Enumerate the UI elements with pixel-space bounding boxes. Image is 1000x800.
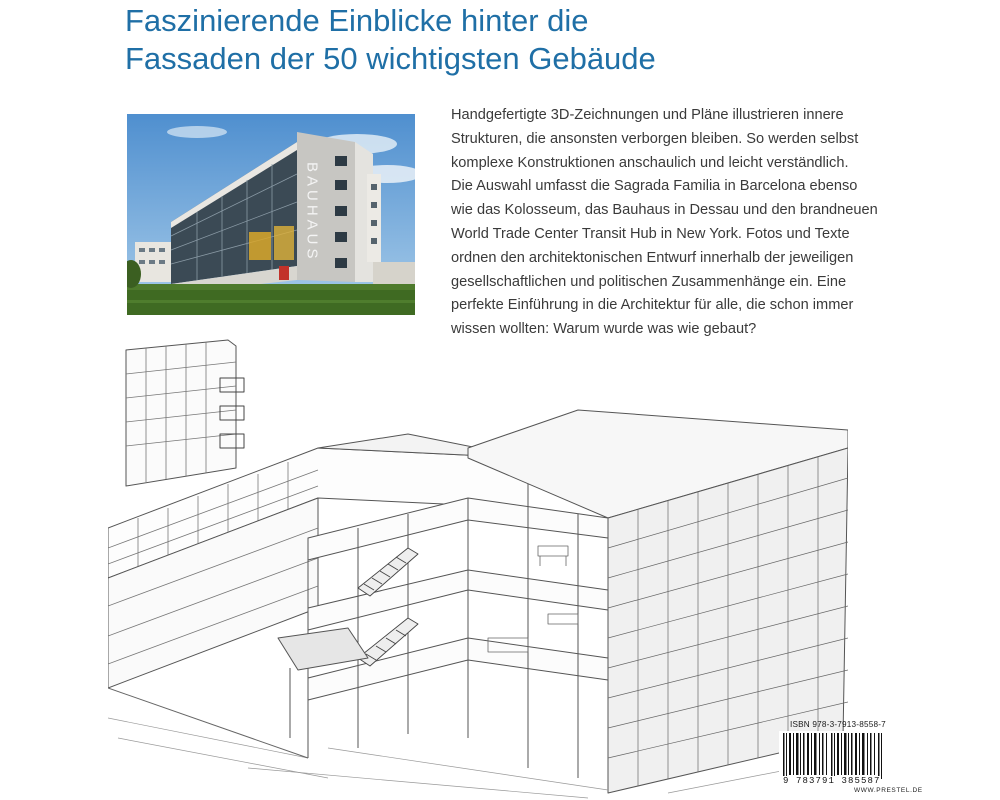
- bauhaus-photo: [127, 114, 415, 315]
- bauhaus-cutaway-drawing: [108, 338, 848, 800]
- description-line: Strukturen, die ansonsten verborgen bleiben. So werden selbst: [451, 130, 859, 147]
- description-line: wissen wollten: Warum wurde was wie gebaut?: [451, 321, 757, 338]
- facade-lettering: BAUHAUS: [303, 162, 321, 263]
- isbn-label: ISBN 978-3-7913-8558-7: [790, 720, 886, 729]
- description-line: Handgefertigte 3D-Zeichnungen und Pläne illustrieren innere: [451, 107, 844, 123]
- barcode-number: 9 783791 385587: [783, 776, 881, 786]
- headline: [125, 2, 925, 78]
- description-line: ordnen den architektonischen Entwurf innerhalb der jeweiligen: [451, 249, 854, 266]
- publisher-url: WWW.PRESTEL.DE: [854, 787, 923, 794]
- description: [451, 104, 921, 342]
- description-line: gesellschaftlichen und politischen Zusammenhänge ein. Eine: [451, 273, 847, 290]
- description-line: perfekte Einführung in die Architektur für alle, die schon immer: [451, 297, 854, 314]
- headline-line-2: Fassaden der 50 wichtigsten Gebäude: [125, 41, 656, 76]
- description-line: World Trade Center Transit Hub in New York. Fotos und Texte: [451, 225, 850, 242]
- description-line: wie das Kolosseum, das Bauhaus in Dessau und den brandneuen: [451, 202, 878, 219]
- description-line: Die Auswahl umfasst die Sagrada Familia in Barcelona ebenso: [451, 178, 858, 195]
- description-line: komplexe Konstruktionen anschaulich und leicht verständlich.: [451, 154, 849, 171]
- headline-line-1: Faszinierende Einblicke hinter die: [125, 3, 589, 38]
